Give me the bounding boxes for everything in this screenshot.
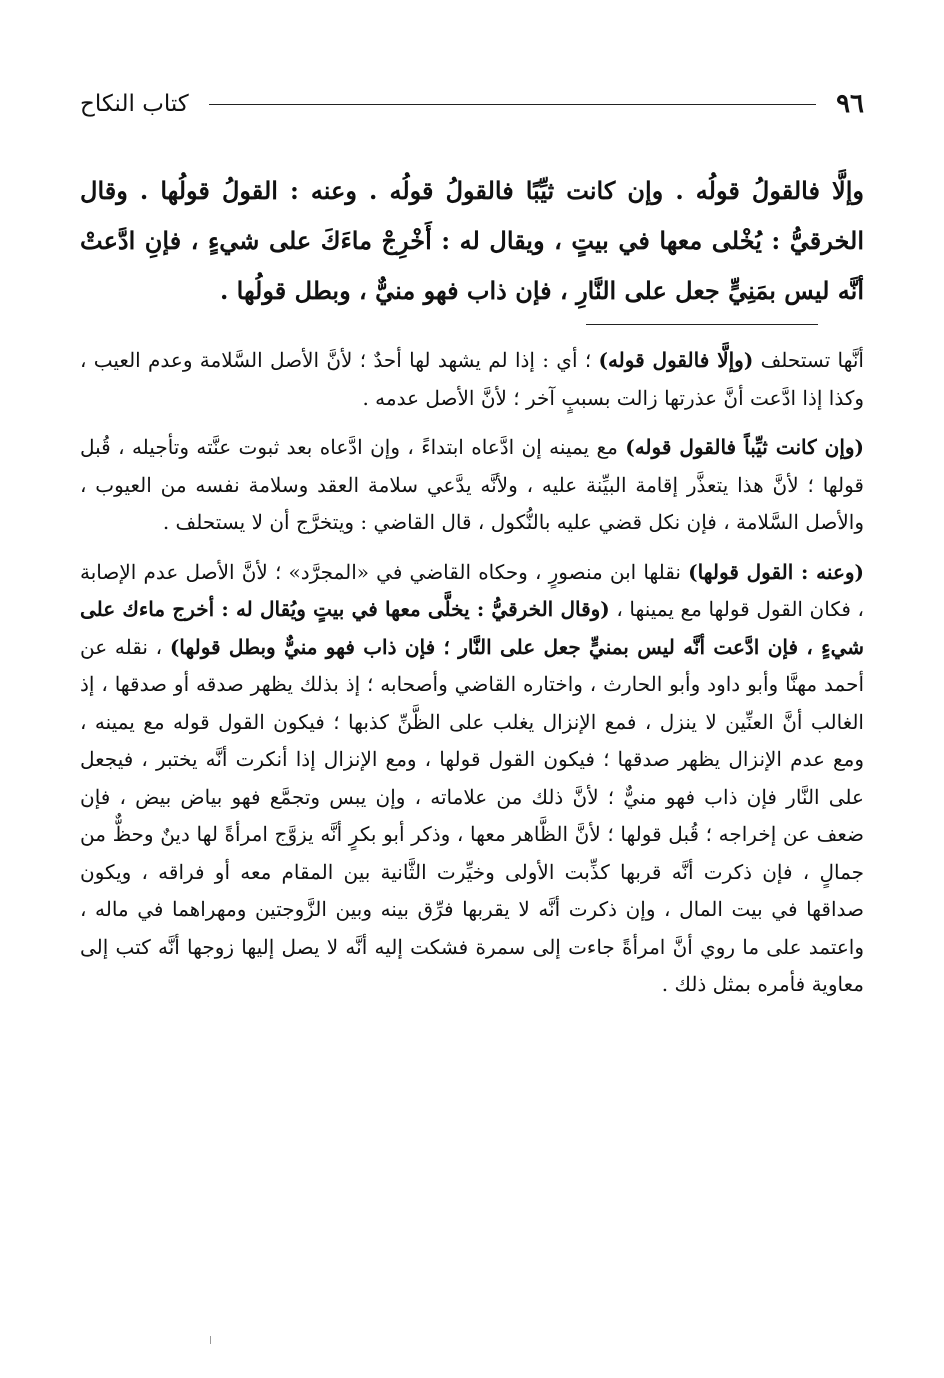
header-rule bbox=[209, 104, 816, 105]
commentary-text-span: أنَّها تستحلف bbox=[753, 348, 864, 372]
commentary-paragraph-2 bbox=[80, 429, 864, 542]
commentary-text-span: ؛ أي : إذا لم يشهد لها أحدٌ ؛ لأنَّ الأصل السَّلامة وعدم العيب ، وكذا إذا ادَّعت أنَّ عذرتها زالت بسببٍ آخر ؛ لأنَّ الأصل عدمه . bbox=[80, 348, 864, 410]
running-head: كتاب النكاح bbox=[80, 91, 189, 117]
footnote-separator bbox=[586, 324, 818, 325]
quoted-matn: (وإن كانت ثيِّباً فالقول قوله) bbox=[625, 435, 864, 459]
quoted-matn: (وعنه : القول قولها) bbox=[688, 559, 864, 584]
page-number: ٩٦ bbox=[836, 89, 864, 119]
page-header bbox=[80, 84, 864, 124]
scan-mark bbox=[210, 1336, 211, 1344]
commentary-text-span: مع يمينه إن ادَّعاه ابتداءً ، وإن ادَّعاه بعد ثبوت عنَّته وتأجيله ، قُبل قولها ؛ لأنَّ هذا يتعذَّر إقامة البيِّنة عليه ، ولأنَّه يدَّعي سلامة العقد وسلامة نفسه من العيوب ، والأصل السَّلامة ، فإن نكل قضي عليه بالنُّكول ، قال القاضي : ويتخرَّج أن لا يستحلف . bbox=[80, 435, 864, 534]
commentary-text-span: نقلها ابن منصورٍ ، وحكاه القاضي في «المجرَّد» ؛ لأنَّ الأصل عدم الإصابة ، فكان القول قولها مع يمينها ، bbox=[80, 559, 864, 621]
quoted-matn: (وقال الخرقيُّ : يخلَّى معها في بيتٍ ويُقال له : أخرج ماءك على شيءٍ ، فإن ادَّعت أنَّه ليس بمنيٍّ جعل على النَّار ؛ فإن ذاب فهو منيٌّ وبطل قولها) bbox=[80, 597, 864, 659]
matn-paragraph: وإلَّا فالقولُ قولُه . وإن كانت ثيِّبًا فالقولُ قولُه . وعنه : القولُ قولُها . وقال الخرقيُّ : يُخْلى معها في بيتٍ ، ويقال له : أَخْرِجْ ماءَكَ على شيءٍ ، فإنِ ادَّعتْ أنَّه ليس بمَنِيٍّ جعل على النَّارِ ، فإن ذاب فهو منيٌّ ، وبطل قولُها . bbox=[80, 176, 864, 305]
commentary-paragraph-3 bbox=[80, 554, 864, 1004]
matn-text bbox=[80, 166, 864, 316]
quoted-matn: (وإلَّا فالقول قوله) bbox=[598, 348, 754, 372]
commentary-text bbox=[80, 342, 864, 1016]
commentary-paragraph-1 bbox=[80, 342, 864, 417]
commentary-text-span: ، نقله عن أحمد مهنَّا وأبو داود وأبو الحارث ، واختاره القاضي وأصحابه ؛ إذ بذلك يظهر صدقه أو صدقها ، إذ الغالب أنَّ العنِّين لا ينزل ، فمع الإنزال يغلب على الظَّنِّ كذبها ؛ فيكون القول قوله مع يمينه ، ومع عدم الإنزال يظهر صدقها ؛ فيكون القول قولها ، ومع الإنزال إذا أنكرت أنَّه يختبر ، فيجعل على النَّار فإن ذاب فهو منيٌّ ؛ لأنَّ ذلك من علاماته ، وإن يبس وتجمَّع فهو بياض بيض ، فإن ضعف عن إخراجه ؛ قُبل قولها ؛ لأنَّ الظَّاهر معها ، وذكر أبو بكرٍ أنَّه يزوَّج امرأةً لها دينٌ وحظٌّ من جمالٍ ، فإن ذكرت أنَّه قربها كذِّبت الأولى وخيِّرت الثَّانية بين المقام معه أو فراقه ، ويكون صداقها في بيت المال ، وإن ذكرت أنَّه لا يقربها فرِّق بينه وبين الزَّوجتين ومهراهما في ماله ، واعتمد على ما روي أنَّ امرأةً جاءت إلى سمرة فشكت إليه أنَّه لا يصل إليها زوجها أنَّه كتب إلى معاوية فأمره بمثل ذلك . bbox=[80, 634, 864, 996]
